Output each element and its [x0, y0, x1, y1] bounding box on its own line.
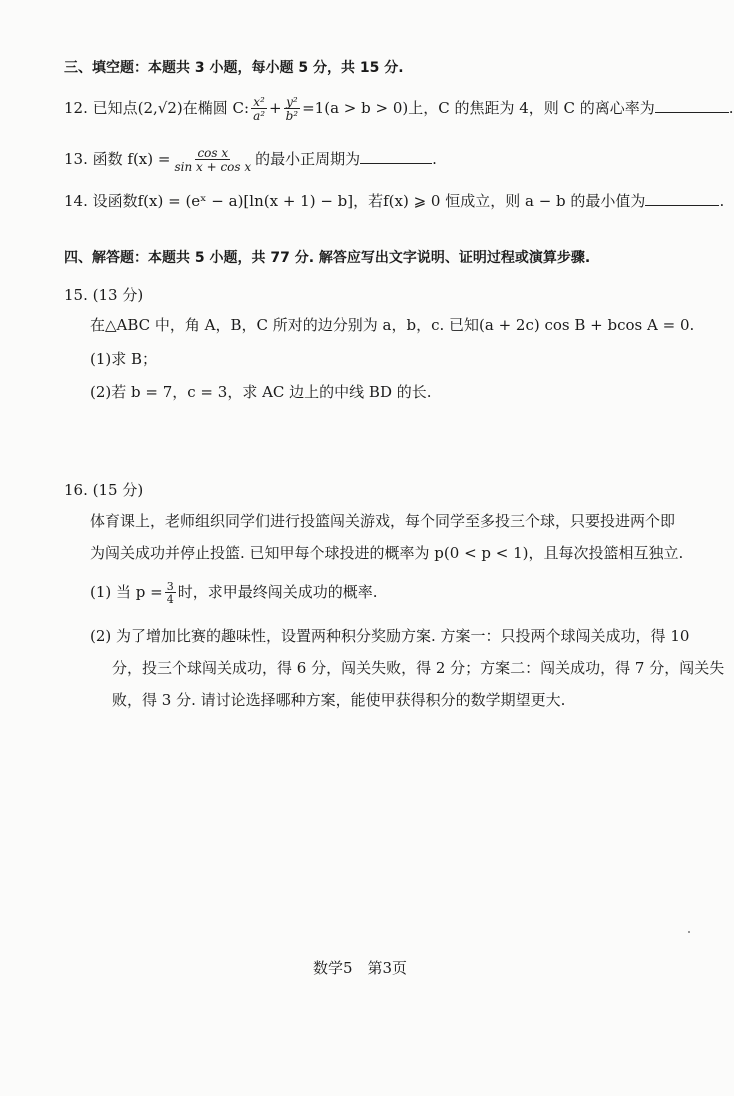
section3-heading: 三、填空题：本题共 3 小题，每小题 5 分，共 15 分. — [64, 60, 404, 76]
q16-part1-fraction: $\frac{3}{4}$ — [166, 580, 174, 606]
page-footer: 数学5 第3页 — [312, 959, 408, 977]
q15-stem: 在△ABC 中，角 A，B，C 所对的边分别为 a，b，c. 已知(a + 2c) cos B + bcos A = 0. — [90, 316, 695, 334]
q12-plus: + — [269, 99, 282, 117]
q16-stem-line1: 体育课上，老师组织同学们进行投篮闯关游戏，每个同学至多投三个球，只要投进两个即 — [90, 512, 676, 530]
q16-title: 16. (15 分) — [64, 481, 144, 499]
q16-stem-line2: 为闯关成功并停止投篮. 已知甲每个球投进的概率为 p(0 < p < 1)，且每次投篮相互独立. — [90, 544, 684, 562]
question-14 — [64, 191, 724, 211]
q13-text-1: 13. 函数 f(x) = — [64, 150, 171, 168]
q12-text-2: )在椭圆 C: — [176, 99, 250, 117]
question-12 — [64, 96, 734, 122]
q16-part2-line1: (2) 为了增加比赛的趣味性，设置两种积分奖励方案. 方案一：只投两个球闯关成功，得 10 — [90, 627, 690, 645]
q12-text-1: 12. 已知点(2, — [64, 99, 158, 117]
q13-fraction: $\frac{\text{cos x}}{\text{sin x + cos x}}$ — [174, 146, 252, 174]
q16-part1 — [90, 581, 378, 605]
q16-part1-text-b: 时，求甲最终闯关成功的概率. — [177, 583, 378, 601]
q12-fraction-x: $\frac{\text{x²}}{\text{a²}}$ — [253, 95, 266, 123]
q12-fraction-y: $\frac{\text{y²}}{\text{b²}}$ — [285, 95, 299, 123]
scan-dot — [688, 931, 690, 933]
q14-text: 14. 设函数f(x) = (eˣ − a)[ln(x + 1) − b]，若f(x) ⩾ 0 恒成立，则 a − b 的最小值为 — [64, 192, 646, 210]
q16-part1-text-a: (1) 当 p = — [90, 583, 163, 601]
q15-part1: (1)求 B； — [90, 350, 158, 368]
q15-title: 15. (13 分) — [64, 286, 144, 304]
question-13 — [64, 147, 437, 173]
q14-end: . — [719, 192, 725, 210]
q13-end: . — [432, 150, 437, 168]
q16-part2-line3: 败，得 3 分. 请讨论选择哪种方案，能使甲获得积分的数学期望更大. — [112, 691, 566, 709]
q15-part2: (2)若 b = 7，c = 3，求 AC 边上的中线 BD 的长. — [90, 383, 432, 401]
q12-answer-blank[interactable] — [655, 98, 729, 113]
q13-text-2: 的最小正周期为 — [255, 150, 361, 168]
q12-end: . — [728, 99, 734, 117]
q12-sqrt: √2 — [157, 99, 177, 117]
q12-text-3: =1(a > b > 0)上，C 的焦距为 4，则 C 的离心率为 — [302, 99, 655, 117]
q16-part2-line2: 分，投三个球闯关成功，得 6 分，闯关失败，得 2 分；方案二：闯关成功，得 7 分，闯关失 — [112, 659, 725, 677]
q14-answer-blank[interactable] — [645, 191, 719, 206]
section4-heading: 四、解答题：本题共 5 小题，共 77 分. 解答应写出文字说明、证明过程或演算步骤. — [64, 250, 591, 266]
q13-answer-blank[interactable] — [360, 149, 432, 164]
